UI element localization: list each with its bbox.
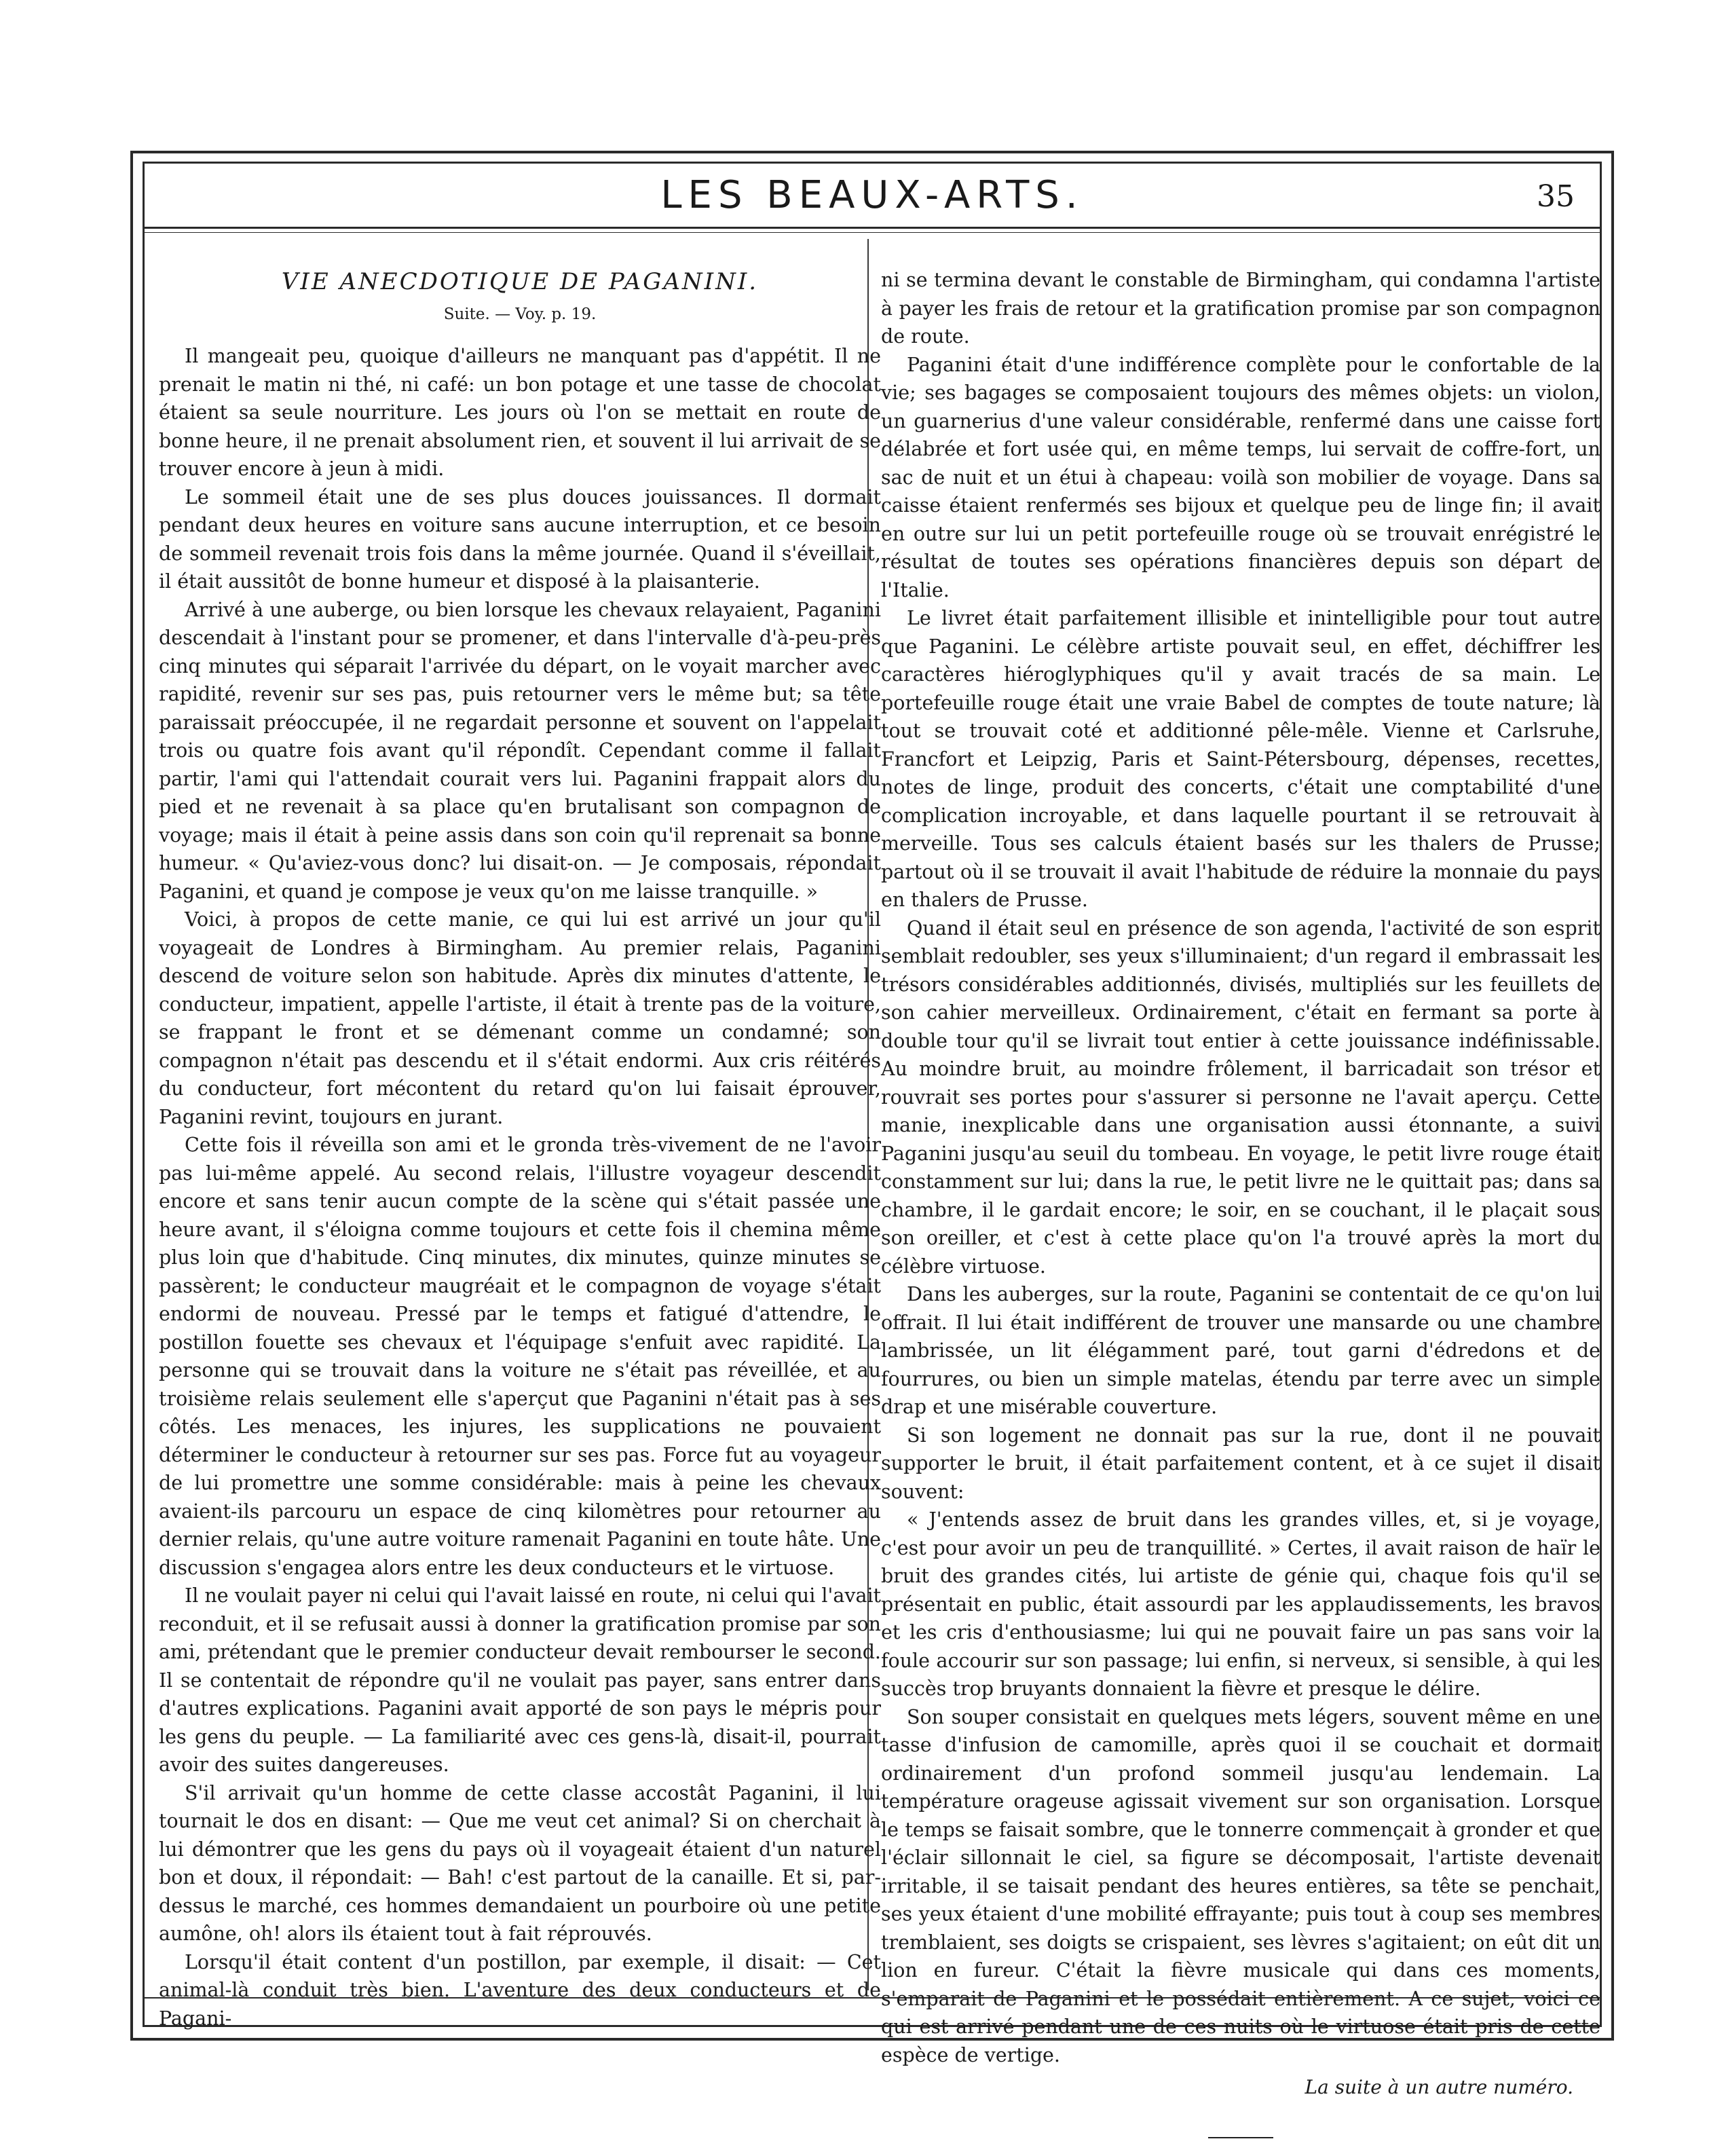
paragraph: Le sommeil était une de ses plus douces jouissances. Il dormait pendant deux heures en voiture sans aucune interruption, et ce besoin de sommeil revenait trois fois dans la même journée. Quand il s'éveillait, il était aussitôt de bonne humeur et disposé à la plaisanterie. <box>159 485 881 593</box>
paragraph: Arrivé à une auberge, ou bien lorsque les chevaux relayaient, Paganini descendait à l'instant pour se promener, et dans l'intervalle d'à-peu-près cinq minutes qui séparait l'arrivée du départ, on le voyait marcher avec rapidité, revenir sur ses pas, puis retourner vers le même but; sa tête paraissait préoccupée, il ne regardait personne et souvent on l'appelait trois ou quatre fois avant qu'il répondît. Cependant comme il fallait partir, l'ami qui l'attendait courait vers lui. Paganini frappait alors du pied et ne revenait à sa place qu'en brutalisant son compagnon de voyage; mais il était à peine assis dans son coin qu'il reprenait sa bonne humeur. « Qu'aviez-vous donc? lui disait-on. — Je composais, répondait Paganini, et quand je compose je veux qu'on me laisse tranquille. » <box>159 598 881 903</box>
paragraph: Lorsqu'il était content d'un postillon, par exemple, il disait: — Cet animal-là conduit très bien. L'aventure des deux conducteurs et de Pagani- <box>159 1950 881 2030</box>
paragraph-continuation: ni se termina devant le constable de Birmingham, qui condamna l'artiste à payer les frais de retour et la gratification promise par son compagnon de route. <box>881 269 1600 348</box>
continuation-note: La suite à un autre numéro. <box>1305 2076 1573 2098</box>
paragraph: « J'entends assez de bruit dans les grandes villes, et, si je voyage, c'est pour avoir un peu de tranquillité. » Certes, il avait raison de haïr le bruit des grandes cités, lui artiste de génie qui, chaque fois qu'il se présentait en public, était assourdi par les applaudissements, les bravos et les cris d'enthousiasme; lui qui ne pouvait faire un pas sans voir la foule accourir sur son passage; lui enfin, si nerveux, si sensible, à qui les succès trop bruyants donnaient la fièvre et presque le délire. <box>881 1508 1600 1700</box>
page-number: 35 <box>1537 179 1575 214</box>
article-subtitle: Suite. — Voy. p. 19. <box>443 305 597 323</box>
paragraph: Quand il était seul en présence de son agenda, l'activité de son esprit semblait redoubler, ses yeux s'illuminaient; d'un regard il embrassait les trésors considérables additionnés, divisés, multipliés sur les feuillets de son cahier merveilleux. Ordinairement, c'était en fermant sa porte à double tour qu'il se livrait tout entier à cette jouissance indéfinissable. Au moindre bruit, au moindre frôlement, il barricadait son trésor et rouvrait ses portes pour s'assurer si personne ne l'avait aperçu. Cette manie, inexplicable dans une organisation aussi étonnante, a suivi Paganini jusqu'au seuil du tombeau. En voyage, le petit livre rouge était constamment sur lui; dans la rue, le petit livre ne le quittait pas; dans sa chambre, il le gardait encore; le soir, en se couchant, il le plaçait sous son oreiller, et c'est à cette place qu'on l'a trouvé après la mort du célèbre virtuose. <box>881 916 1600 1278</box>
paragraph: Son souper consistait en quelques mets légers, souvent même en une tasse d'infusion de camomille, après quoi il se couchait et dormait ordinairement d'un profond sommeil jusqu'au lendemain. La température orageuse agissait vivement sur son organisation. Lorsque le temps se faisait sombre, que le tonnerre commençait à gronder et que l'éclair sillonnait le ciel, sa figure se décomposait, l'artiste devenait irritable, il se taisait pendant des heures entières, sa tête se penchait, ses yeux étaient d'une mobilité effrayante; puis tout à coup ses membres tremblaient, ses doigts se crispaient, ses lèvres s'agitaient; on eût dit un lion en fureur. C'était la fièvre musicale qui dans ces moments, s'emparait de Paganini et le possédait entièrement. A ce sujet, voici ce qui est arrivé pendant une de ces nuits où le virtuose était pris de cette espèce de vertige. <box>881 1705 1600 2066</box>
paragraph: Il ne voulait payer ni celui qui l'avait laissé en route, ni celui qui l'avait reconduit, et il se refusait aussi à donner la gratification promise par son ami, prétendant que le premier conducteur devait rembourser le second. Il se contentait de répondre qu'il ne voulait pas payer, sans entrer dans d'autres explications. Paganini avait apporté de son pays le mépris pour les gens du peuple. — La familiarité avec ces gens-là, disait-il, pourrait avoir des suites dangereuses. <box>159 1584 882 1776</box>
paragraph: Paganini était d'une indifférence complète pour le confortable de la vie; ses bagages se composaient toujours des mêmes objets: un violon, un guarnerius d'une valeur considérable, renfermé dans une caisse fort délabrée et fort usée qui, en même temps, lui servait de coffre-fort, un sac de nuit et un étui à chapeau: voilà son mobilier de voyage. Dans sa caisse étaient renfermés ses bijoux et quelque peu de linge fin; il avait en outre sur lui un petit portefeuille rouge où se trouvait enrégistré le résultat de toutes ses opérations financières depuis son départ de l'Italie. <box>881 353 1600 601</box>
right-column <box>881 266 1600 2138</box>
header-rule <box>143 227 1602 229</box>
journal-title: LES BEAUX-ARTS. <box>660 173 1084 217</box>
paragraph: Voici, à propos de cette manie, ce qui lui est arrivé un jour qu'il voyageait de Londres à Birmingham. Au premier relais, Paganini descend de voiture selon son habitude. Après dix minutes d'attente, le conducteur, impatient, appelle l'artiste, il était à trente pas de la voiture, se frappant le front et se démenant comme un condamné; son compagnon n'était pas descendu et il s'était endormi. Aux cris réitérés du conducteur, fort mécontent du retard qu'on lui faisait éprouver, Paganini revint, toujours en jurant. <box>159 908 881 1128</box>
paragraph: Cette fois il réveilla son ami et le gronda très-vivement de ne l'avoir pas lui-même appelé. Au second relais, l'illustre voyageur descendit encore et sans tenir aucun compte de la scène qui s'était passée une heure avant, il s'éloigna comme toujours et cette fois il chemina même plus loin que d'habitude. Cinq minutes, dix minutes, quinze minutes se passèrent; le conducteur maugréait et le compagnon de voyage s'était endormi de nouveau. Pressé par le temps et fatigué d'attendre, le postillon fouette ses chevaux et l'équipage s'enfuit avec rapidité. La personne qui se trouvait dans la voiture ne s'était pas réveillée, et au troisième relais seulement elle s'aperçut que Paganini n'était pas à ses côtés. Les menaces, les injures, les supplications ne pouvaient déterminer le conducteur à retourner sur ses pas. Force fut au voyageur de lui promettre une somme considérable: mais à peine les chevaux avaient-ils parcouru un espace de cinq kilomètres pour retourner au dernier relais, qu'une autre voiture ramenait Paganini en toute hâte. Une discussion s'engagea alors entre les deux conducteurs et le virtuose. <box>159 1134 881 1579</box>
paragraph: Si son logement ne donnait pas sur la rue, dont il ne pouvait supporter le bruit, il était parfaitement content, et à ce sujet il disait souvent: <box>881 1424 1600 1503</box>
header-rule-thin <box>143 232 1602 233</box>
paragraph: Il mangeait peu, quoique d'ailleurs ne manquant pas d'appétit. Il ne prenait le matin ni thé, ni café: un bon potage et une tasse de chocolat étaient sa seule nourriture. Les jours où l'on se mettait en route de bonne heure, il ne prenait absolument rien, et souvent il lui arrivait de se trouver encore à jeun à midi. <box>159 345 881 480</box>
end-rule <box>1208 2137 1273 2138</box>
paragraph: Le livret était parfaitement illisible et inintelligible pour tout autre que Paganini. Le célèbre artiste pouvait seul, en effet, déchiffrer les caractères hiéroglyphiques qu'il y avait tracés de sa main. Le portefeuille rouge était une vraie Babel de comptes de toute nature; là tout se trouvait coté et additionné pêle-mêle. Vienne et Carlsruhe, Francfort et Leipzig, Paris et Saint-Pétersbourg, dépenses, recettes, notes de linge, produit des concerts, c'était une comptabilité d'une complication incroyable, et dans laquelle pourtant il se retrouvait à merveille. Tous ses calculs étaient basés sur les thalers de Prusse; partout où il se trouvait il avait l'habitude de réduire la monnaie du pays en thalers de Prusse. <box>881 607 1600 911</box>
paragraph: S'il arrivait qu'un homme de cette classe accostât Paganini, il lui tournait le dos en disant: — Que me veut cet animal? Si on cherchait à lui démontrer que les gens du pays où il voyageait étaient d'un naturel bon et doux, il répondait: — Bah! c'est partout de la canaille. Et si, par-dessus le marché, ces hommes demandaient un pourboire où une petite aumône, oh! alors ils étaient tout à fait réprouvés. <box>159 1781 881 1945</box>
article-title: VIE ANECDOTIQUE DE PAGANINI. <box>281 268 759 295</box>
left-column <box>159 266 881 2032</box>
paragraph: Dans les auberges, sur la route, Paganini se contentait de ce qu'on lui offrait. Il lui était indifférent de trouver une mansarde ou une chambre lambrissée, un lit élégamment paré, tout garni d'édredons et de fourrures, ou bien un simple matelas, étendu par terre avec un simple drap et une misérable couverture. <box>881 1283 1600 1418</box>
